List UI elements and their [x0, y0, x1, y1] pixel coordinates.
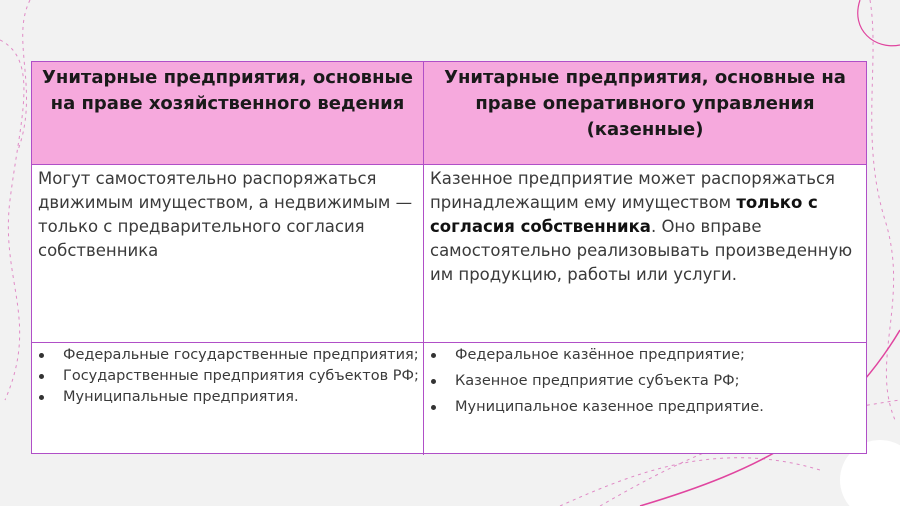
list-item: Муниципальные предприятия. [63, 387, 423, 408]
table-header-row [32, 62, 866, 165]
list-item: Федеральное казённое предприятие; [455, 345, 866, 366]
header-cell-economic-management: Унитарные предприятия, основные на праве хозяйственного ведения [32, 62, 424, 164]
bullet-list-left [32, 345, 423, 408]
list-item: Казенное предприятие субъекта РФ; [455, 371, 866, 392]
list-item: Государственные предприятия субъектов РФ; [63, 366, 423, 387]
comparison-table [31, 61, 867, 454]
description-text-part2: . Оно вправе самостоятельно реализовывать произведенную им продукцию, работы или услуги. [430, 217, 853, 284]
description-text-part1: Казенное предприятие может распоряжаться принадлежащим ему имуществом [430, 169, 835, 212]
table-list-row [32, 343, 866, 455]
bullet-list-right [424, 345, 866, 418]
list-item: Федеральные государственные предприятия; [63, 345, 423, 366]
description-cell-right [424, 165, 866, 342]
description-cell-left: Могут самостоятельно распоряжаться движимым имуществом, а недвижимым — только с предварительного согласия собственника [32, 165, 424, 342]
list-cell-right [424, 343, 866, 455]
list-cell-left [32, 343, 424, 455]
header-cell-operational-management: Унитарные предприятия, основные на праве оперативного управления (казенные) [444, 67, 846, 140]
description-text-bold: только с согласия собственника [430, 193, 818, 236]
table-description-row [32, 165, 866, 343]
list-item: Муниципальное казенное предприятие. [455, 397, 866, 418]
